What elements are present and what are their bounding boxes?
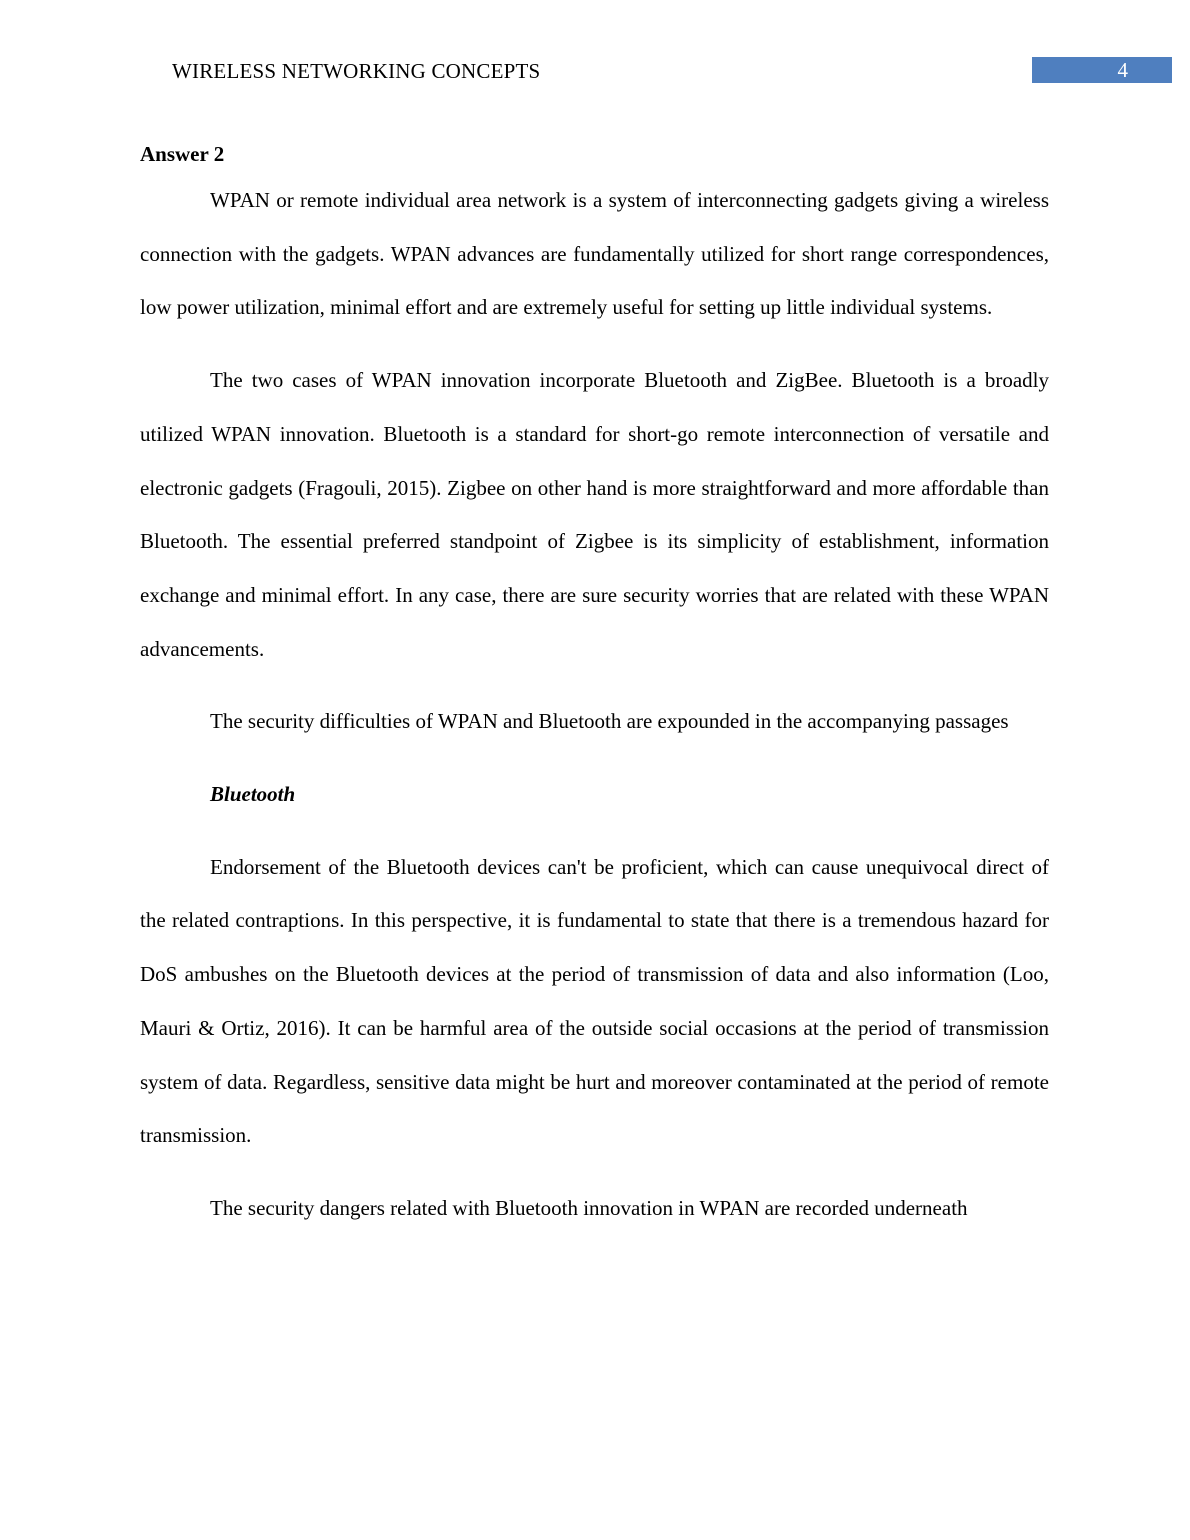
page-number: 4 xyxy=(1117,58,1128,82)
paragraph-bluetooth-dangers: The security dangers related with Bluetooth innovation in WPAN are recorded underneath xyxy=(210,1195,968,1220)
paragraph-wpan-definition: WPAN or remote individual area network is a system of interconnecting gadgets giving a wireless connection with the gadgets. WPAN advances are fundamentally utilized for short range correspondences, low power utilization, minimal effort and are extremely useful for setting up little individual systems. xyxy=(140,188,1049,320)
running-head: WIRELESS NETWORKING CONCEPTS xyxy=(172,59,541,83)
page-number-box xyxy=(1032,57,1172,83)
document-body xyxy=(140,136,1049,1255)
bluetooth-subheading: Bluetooth xyxy=(210,782,296,807)
paragraph-bluetooth-endorsement: Endorsement of the Bluetooth devices can't be proficient, which can cause unequivocal direct of the related contraptions. In this perspective, it is fundamental to state that there is a tremendous hazard for DoS ambushes on the Bluetooth devices at the period of transmission of data and also information (Loo, Mauri & Ortiz, 2016). It can be harmful area of the outside social occasions at the period of transmission system of data. Regardless, sensitive data might be hurt and moreover contaminated at the period of remote transmission. xyxy=(140,854,1049,1148)
page-header xyxy=(0,0,1190,100)
section-heading: Answer 2 xyxy=(140,142,225,166)
paragraph-wpan-examples: The two cases of WPAN innovation incorporate Bluetooth and ZigBee. Bluetooth is a broadly utilized WPAN innovation. Bluetooth is a standard for short-go remote interconnection of versatile and electronic gadgets (Fragouli, 2015). Zigbee on other hand is more straightforward and more affordable than Bluetooth. The essential preferred standpoint of Zigbee is its simplicity of establishment, information exchange and minimal effort. In any case, there are sure security worries that are related with these WPAN advancements. xyxy=(140,368,1049,661)
paragraph-security-intro: The security difficulties of WPAN and Bluetooth are expounded in the accompanying passages xyxy=(210,709,1009,734)
